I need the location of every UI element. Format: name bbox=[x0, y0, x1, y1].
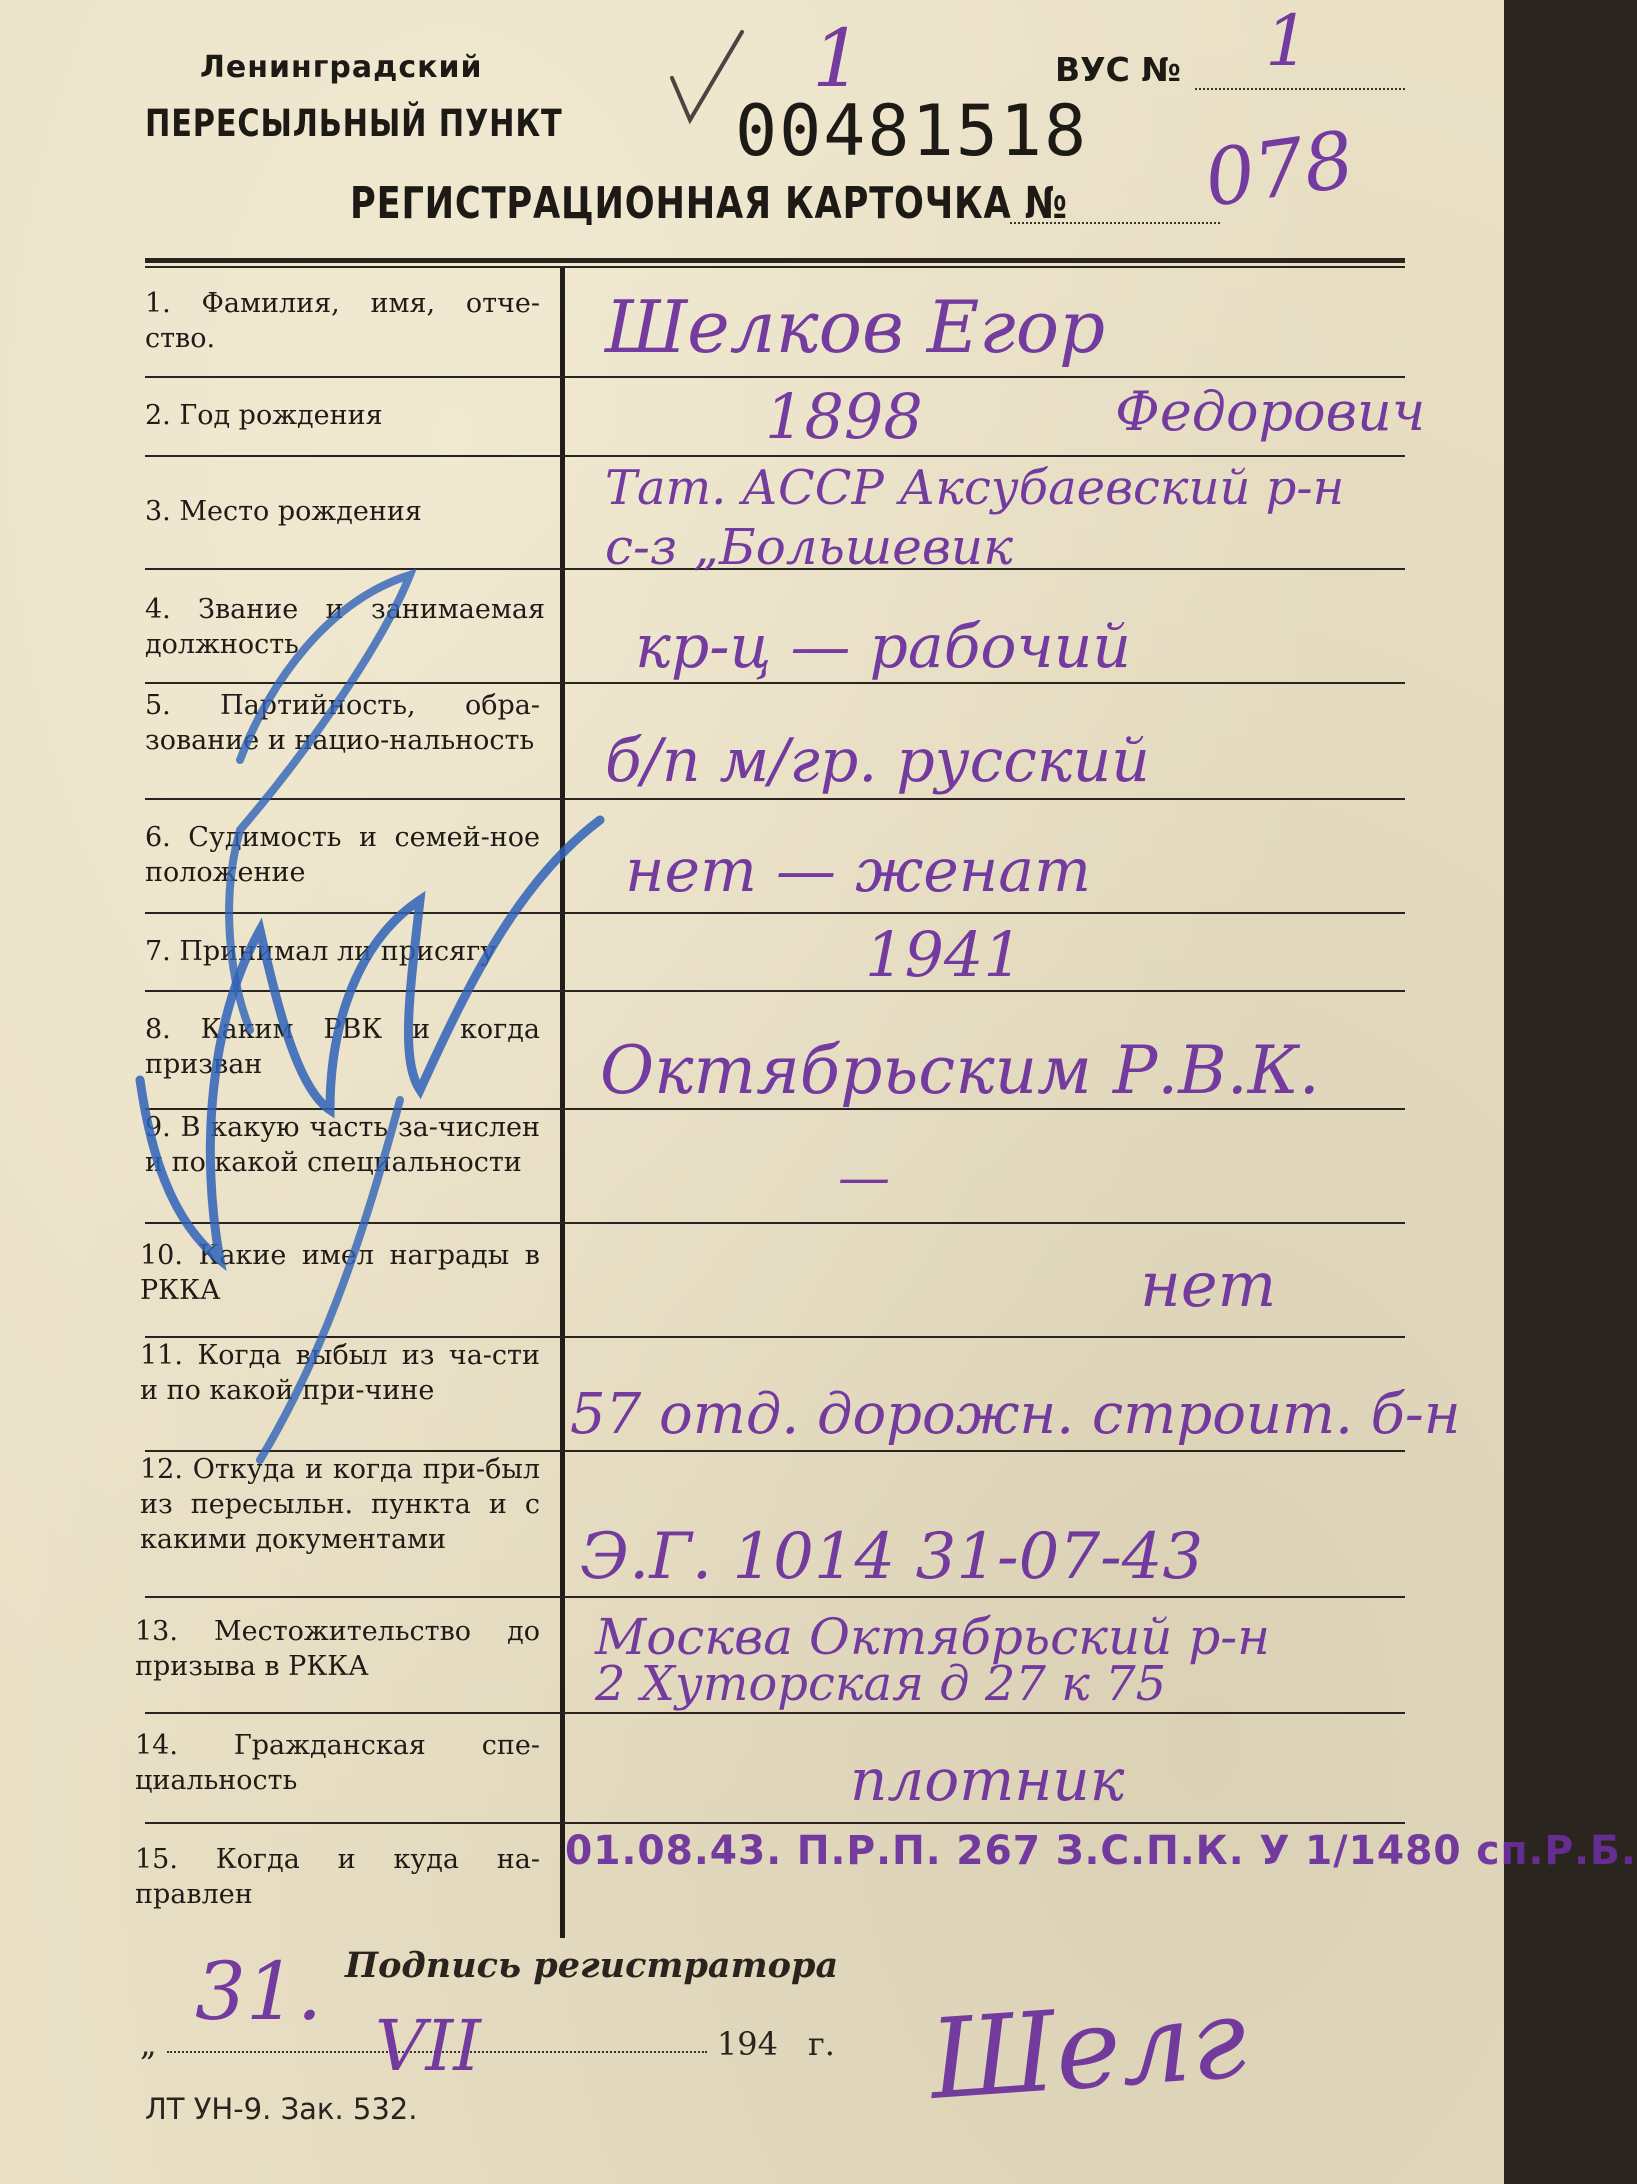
registrar-signature-label: Подпись регистратора bbox=[345, 1945, 839, 1986]
field-value-7: 1941 bbox=[865, 918, 1023, 991]
field-label-11: 11. Когда выбыл из ча-сти и по какой при-чине bbox=[140, 1340, 540, 1406]
date-day: 31. bbox=[195, 1945, 323, 2038]
field-label-15: 15. Когда и куда на-правлен bbox=[135, 1844, 540, 1910]
field-value-9: — bbox=[838, 1148, 890, 1208]
vus-value: 1 bbox=[1265, 0, 1310, 82]
header-transit-point: ПЕРЕСЫЛЬНЫЙ ПУНКТ bbox=[145, 102, 563, 145]
print-info: ЛТ УН-9. Зак. 532. bbox=[145, 2092, 418, 2126]
field-value-4: кр-ц — рабочий bbox=[635, 612, 1132, 682]
field-label-4: 4. Звание и занимаемая должность bbox=[145, 594, 545, 660]
field-value-2: 1898 bbox=[765, 380, 923, 453]
field-value-1: Шелков Егор bbox=[605, 285, 1106, 369]
field-value-5: б/п м/гр. русский bbox=[605, 726, 1150, 796]
field-label-14: 14. Гражданская спе-циальность bbox=[135, 1730, 540, 1796]
field-value-2-patronymic: Федорович bbox=[1115, 380, 1426, 443]
field-value-13: Москва Октябрьский р-н bbox=[595, 1608, 1271, 1666]
field-label-5: 5. Партийность, обра-зование и нацио-нальность bbox=[145, 690, 540, 756]
field-value-10: нет bbox=[1140, 1248, 1277, 1321]
field-label-3: 3. Место рождения bbox=[145, 496, 422, 527]
handwritten-card-number: 1 bbox=[812, 12, 863, 105]
field-value-8: Октябрьским Р.В.К. bbox=[600, 1032, 1320, 1109]
field-label-8: 8. Каким РВК и когда призван bbox=[145, 1014, 540, 1080]
field-label-1: 1. Фамилия, имя, отче-ство. bbox=[145, 288, 540, 354]
date-open-quote: „ bbox=[140, 2025, 157, 2063]
field-label-13: 13. Местожительство до призыва в РККА bbox=[135, 1616, 540, 1682]
field-value-15: 01.08.43. П.Р.П. 267 З.С.П.К. У 1/1480 сп.Р.Б. bbox=[565, 1828, 1637, 1874]
field-label-6: 6. Судимость и семей-ное положение bbox=[145, 822, 540, 888]
field-label-2: 2. Год рождения bbox=[145, 400, 383, 431]
field-value-12: Э.Г. 1014 31-07-43 bbox=[580, 1520, 1204, 1594]
field-label-7: 7. Принимал ли присягу bbox=[145, 936, 497, 967]
field-label-10: 10. Какие имел награды в РККА bbox=[140, 1240, 540, 1306]
field-value-3: Тат. АССР Аксубаевский р-н bbox=[605, 460, 1345, 516]
field-value-14: плотник bbox=[850, 1746, 1125, 1814]
header-city: Ленинградский bbox=[200, 50, 483, 85]
field-label-9: 9. В какую часть за-числен и по какой специальности bbox=[145, 1112, 540, 1178]
field-label-12: 12. Откуда и когда при-был из пересыльн. пункта и с какими документами bbox=[140, 1454, 540, 1555]
handwritten-side-number: 078 bbox=[1199, 115, 1360, 225]
field-value-3-line2: с-з „Большевик bbox=[605, 518, 1013, 576]
field-value-6: нет — женат bbox=[625, 836, 1091, 906]
field-value-13-line2: 2 Хуторская д 27 к 75 bbox=[595, 1656, 1167, 1712]
date-year-suffix: г. bbox=[808, 2025, 835, 2063]
header-vus-label: ВУС № bbox=[1055, 50, 1182, 89]
header-card-title: РЕГИСТРАЦИОННАЯ КАРТОЧКА № bbox=[350, 178, 1068, 229]
date-month: VII bbox=[375, 2005, 481, 2087]
card-number-stamp: 00481518 bbox=[735, 90, 1089, 172]
registrar-signature: Шелг bbox=[925, 1974, 1251, 2124]
date-year-prefix: 194 bbox=[716, 2025, 778, 2063]
field-value-11: 57 отд. дорожн. строит. б-н bbox=[570, 1382, 1461, 1447]
